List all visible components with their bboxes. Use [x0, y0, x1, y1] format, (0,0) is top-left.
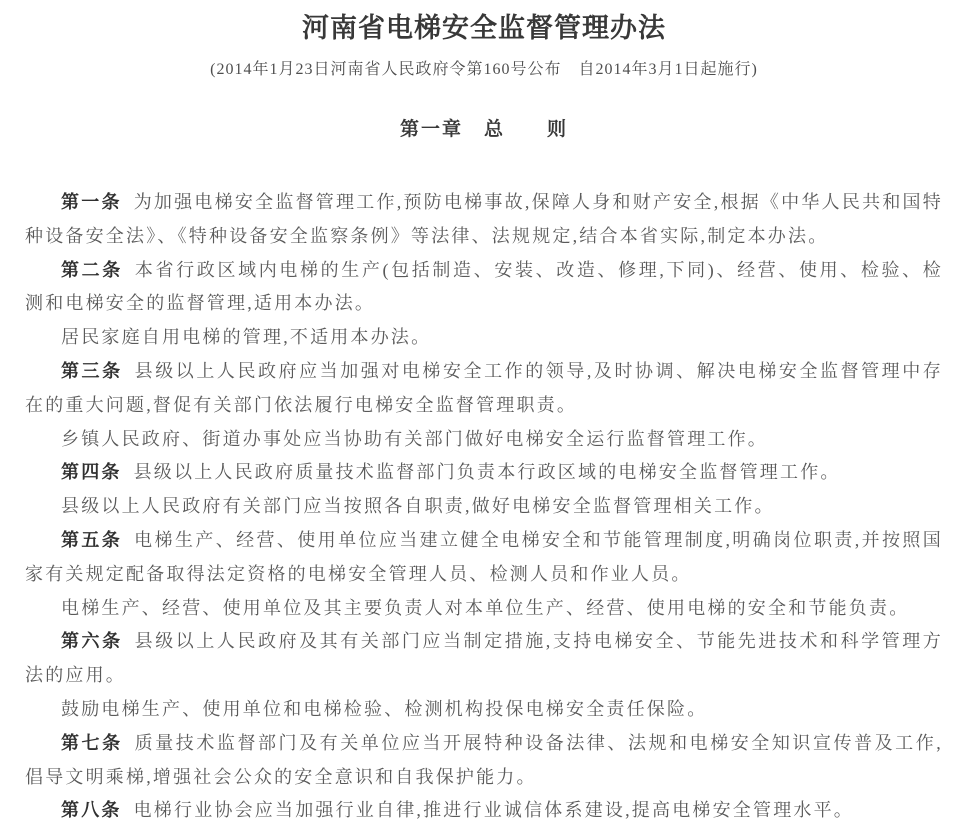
article-text: 电梯行业协会应当加强行业自律,推进行业诚信体系建设,提高电梯安全管理水平。: [133, 800, 855, 821]
document-page: [0, 12, 968, 828]
article-text: 县级以上人民政府应当加强对电梯安全工作的领导,及时协调、解决电梯安全监督管理中存在的重大问题,督促有关部门依法履行电梯安全监督管理职责。: [25, 360, 943, 415]
article-text: 质量技术监督部门及有关单位应当开展特种设备法律、法规和电梯安全知识宣传普及工作,倡导文明乘梯,增强社会公众的安全意识和自我保护能力。: [25, 732, 943, 787]
article-paragraph: [25, 186, 943, 254]
body-paragraph: [25, 592, 943, 626]
article-label: 第二条: [61, 259, 123, 280]
article-label: 第三条: [61, 360, 123, 381]
article-label: 第四条: [61, 462, 122, 483]
body-paragraph: [25, 693, 943, 727]
article-text: 鼓励电梯生产、使用单位和电梯检验、检测机构投保电梯安全责任保险。: [61, 698, 708, 719]
article-text: 县级以上人民政府有关部门应当按照各自职责,做好电梯安全监督管理相关工作。: [61, 496, 775, 517]
chapter-heading: 第一章 总 则: [399, 119, 568, 140]
article-paragraph: [25, 524, 943, 592]
article-paragraph: [25, 794, 943, 828]
article-text: 电梯生产、经营、使用单位应当建立健全电梯安全和节能管理制度,明确岗位职责,并按照国家有关规定配备取得法定资格的电梯安全管理人员、检测人员和作业人员。: [25, 529, 943, 584]
article-paragraph: [25, 727, 943, 795]
article-text: 为加强电梯安全监督管理工作,预防电梯事故,保障人身和财产安全,根据《中华人民共和国特种设备安全法》、《特种设备安全监察条例》等法律、法规规定,结合本省实际,制定本办法。: [25, 192, 943, 246]
article-label: 第八条: [61, 800, 122, 821]
article-text: 电梯生产、经营、使用单位及其主要负责人对本单位生产、经营、使用电梯的安全和节能负责。: [61, 597, 910, 618]
article-list: [25, 186, 943, 828]
body-paragraph: [25, 423, 943, 457]
article-paragraph: [25, 254, 943, 322]
document-subtitle: (2014年1月23日河南省人民政府令第160号公布 自2014年3月1日起施行): [210, 61, 758, 78]
article-text: 乡镇人民政府、街道办事处应当协助有关部门做好电梯安全运行监督管理工作。: [61, 428, 768, 449]
article-label: 第五条: [61, 529, 123, 550]
article-text: 居民家庭自用电梯的管理,不适用本办法。: [61, 327, 432, 348]
body-paragraph: [25, 490, 943, 524]
article-text: 本省行政区域内电梯的生产(包括制造、安装、改造、修理,下同)、经营、使用、检验、检测和电梯安全的监督管理,适用本办法。: [25, 259, 943, 314]
article-text: 县级以上人民政府质量技术监督部门负责本行政区域的电梯安全监督管理工作。: [133, 462, 841, 483]
document-title: 河南省电梯安全监督管理办法: [302, 13, 666, 43]
body-paragraph: [25, 321, 943, 355]
article-label: 第六条: [61, 631, 123, 652]
article-label: 第一条: [61, 192, 122, 212]
article-text: 县级以上人民政府及其有关部门应当制定措施,支持电梯安全、节能先进技术和科学管理方法的应用。: [25, 631, 943, 686]
article-paragraph: [25, 355, 943, 423]
article-paragraph: [25, 456, 943, 490]
article-label: 第七条: [61, 732, 123, 753]
article-paragraph: [25, 625, 943, 693]
